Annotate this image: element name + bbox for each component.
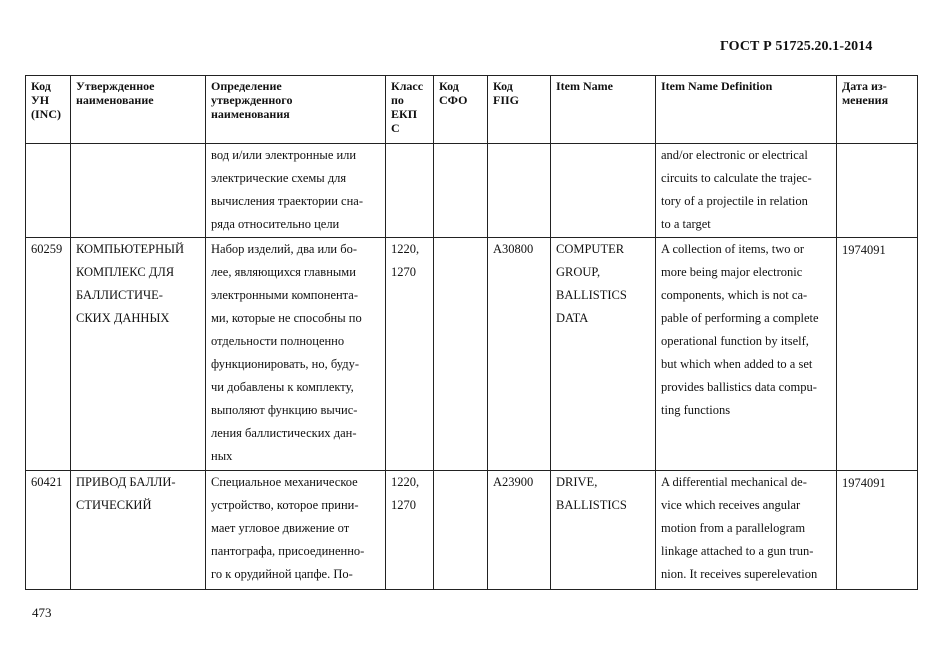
cell-text-line: 1270 xyxy=(391,498,416,512)
header-text-line: Код xyxy=(439,79,459,93)
cell-ru-definition xyxy=(206,238,386,471)
cell-text-line: operational function by itself, xyxy=(661,334,809,348)
cell-text-line: чи добавлены к комплекту, xyxy=(211,380,354,394)
header-text-line: Утвержденное xyxy=(76,79,155,93)
header-text-line: С xyxy=(391,121,400,135)
cell-item-definition xyxy=(656,144,837,238)
col-header-inc xyxy=(26,76,71,144)
cell-class xyxy=(386,144,434,238)
cell-text-line: Набор изделий, два или бо- xyxy=(211,242,358,256)
table-row xyxy=(26,471,918,590)
cell-text-line: 1974091 xyxy=(842,476,886,490)
cell-text-line: устройство, которое прини- xyxy=(211,498,359,512)
header-text-line: наименование xyxy=(76,93,154,107)
cell-text-line: 1220, xyxy=(391,475,420,489)
cell-item-name xyxy=(551,471,656,590)
cell-text-line: функционировать, но, буду- xyxy=(211,357,359,371)
col-header-sfo xyxy=(434,76,488,144)
header-text-line: наименования xyxy=(211,107,290,121)
cell-text-line: ting functions xyxy=(661,403,731,417)
cell-ru-name xyxy=(71,238,206,471)
cell-text-line: электронными компонента- xyxy=(211,288,359,302)
cell-fiig xyxy=(488,238,551,471)
cell-change-date xyxy=(837,144,918,238)
cell-text-line: vice which receives angular xyxy=(661,498,801,512)
nomenclature-table xyxy=(25,75,918,590)
table-row xyxy=(26,144,918,238)
cell-text-line: КОМПЛЕКС ДЛЯ xyxy=(76,265,175,279)
header-text-line: Определение xyxy=(211,79,282,93)
cell-text-line: A30800 xyxy=(493,242,534,256)
header-text-line: Item Name Definition xyxy=(661,79,773,93)
cell-item-definition xyxy=(656,238,837,471)
header-text-line: Код xyxy=(493,79,513,93)
cell-change-date xyxy=(837,238,918,471)
cell-text-line: nion. It receives superelevation xyxy=(661,567,818,581)
cell-item-name xyxy=(551,238,656,471)
cell-text-line: выполяют функцию вычис- xyxy=(211,403,358,417)
cell-inc xyxy=(26,144,71,238)
header-text-line: СФО xyxy=(439,93,468,107)
cell-text-line: ления баллистических дан- xyxy=(211,426,357,440)
cell-ru-name xyxy=(71,144,206,238)
cell-text-line: more being major electronic xyxy=(661,265,803,279)
header-text-line: (INC) xyxy=(31,107,61,121)
cell-text-line: 60259 xyxy=(31,242,63,256)
cell-text-line: pable of performing a complete xyxy=(661,311,819,325)
cell-text-line: вод и/или электронные или xyxy=(211,148,357,162)
cell-text-line: A23900 xyxy=(493,475,534,489)
cell-ru-name xyxy=(71,471,206,590)
cell-item-definition xyxy=(656,471,837,590)
col-header-class xyxy=(386,76,434,144)
cell-text-line: электрические схемы для xyxy=(211,171,347,185)
cell-text-line: DRIVE, xyxy=(556,475,598,489)
table-header-row xyxy=(26,76,918,144)
cell-sfo xyxy=(434,238,488,471)
col-header-item-name xyxy=(551,76,656,144)
header-text-line: по xyxy=(391,93,404,107)
cell-ru-definition xyxy=(206,144,386,238)
cell-text-line: circuits to calculate the trajec- xyxy=(661,171,812,185)
cell-text-line: tory of a projectile in relation xyxy=(661,194,808,208)
col-header-ru-definition xyxy=(206,76,386,144)
header-text-line: утвержденного xyxy=(211,93,293,107)
cell-text-line: отдельности полноценно xyxy=(211,334,345,348)
header-text-line: FIIG xyxy=(493,93,520,107)
cell-fiig xyxy=(488,471,551,590)
cell-text-line: motion from a parallelogram xyxy=(661,521,806,535)
cell-sfo xyxy=(434,471,488,590)
header-text-line: УН xyxy=(31,93,50,107)
cell-sfo xyxy=(434,144,488,238)
cell-text-line: provides ballistics data compu- xyxy=(661,380,817,394)
cell-class xyxy=(386,238,434,471)
cell-text-line: DATA xyxy=(556,311,589,325)
cell-text-line: A collection of items, two or xyxy=(661,242,805,256)
cell-text-line: ПРИВОД БАЛЛИ- xyxy=(76,475,176,489)
header-text-line: Item Name xyxy=(556,79,613,93)
cell-inc xyxy=(26,471,71,590)
cell-text-line: мает угловое движение от xyxy=(211,521,350,535)
cell-text-line: 1974091 xyxy=(842,243,886,257)
cell-text-line: and/or electronic or electrical xyxy=(661,148,808,162)
document-standard-header: ГОСТ Р 51725.20.1-2014 xyxy=(720,39,873,54)
cell-text-line: лее, являющихся главными xyxy=(211,265,356,279)
cell-text-line: ми, которые не способны по xyxy=(211,311,362,325)
cell-text-line: го к орудийной цапфе. По- xyxy=(211,567,353,581)
header-text-line: Класс xyxy=(391,79,424,93)
cell-text-line: but which when added to a set xyxy=(661,357,813,371)
col-header-change-date xyxy=(837,76,918,144)
cell-text-line: БАЛЛИСТИЧЕ- xyxy=(76,288,163,302)
cell-text-line: 1270 xyxy=(391,265,416,279)
cell-item-name xyxy=(551,144,656,238)
cell-class xyxy=(386,471,434,590)
cell-text-line: 1220, xyxy=(391,242,420,256)
cell-text-line: СТИЧЕСКИЙ xyxy=(76,498,152,512)
cell-ru-definition xyxy=(206,471,386,590)
page-number: 473 xyxy=(32,605,52,620)
cell-inc xyxy=(26,238,71,471)
cell-change-date xyxy=(837,471,918,590)
header-text-line: Код xyxy=(31,79,51,93)
cell-text-line: BALLISTICS xyxy=(556,288,627,302)
table-row xyxy=(26,238,918,471)
cell-text-line: ряда относительно цели xyxy=(211,217,340,231)
cell-text-line: to a target xyxy=(661,217,711,231)
cell-fiig xyxy=(488,144,551,238)
col-header-fiig xyxy=(488,76,551,144)
cell-text-line: GROUP, xyxy=(556,265,601,279)
col-header-ru-name xyxy=(71,76,206,144)
cell-text-line: linkage attached to a gun trun- xyxy=(661,544,814,558)
header-text-line: менения xyxy=(842,93,889,107)
cell-text-line: КОМПЬЮТЕРНЫЙ xyxy=(76,242,185,256)
cell-text-line: COMPUTER xyxy=(556,242,625,256)
cell-text-line: A differential mechanical de- xyxy=(661,475,807,489)
cell-text-line: СКИХ ДАННЫХ xyxy=(76,311,170,325)
cell-text-line: вычисления траектории сна- xyxy=(211,194,363,208)
cell-text-line: Специальное механическое xyxy=(211,475,358,489)
header-text-line: Дата из- xyxy=(842,79,887,93)
col-header-item-definition xyxy=(656,76,837,144)
cell-text-line: 60421 xyxy=(31,475,63,489)
cell-text-line: ных xyxy=(211,449,233,463)
cell-text-line: components, which is not ca- xyxy=(661,288,808,302)
header-text-line: ЕКП xyxy=(391,107,418,121)
cell-text-line: BALLISTICS xyxy=(556,498,627,512)
cell-text-line: пантографа, присоединенно- xyxy=(211,544,365,558)
